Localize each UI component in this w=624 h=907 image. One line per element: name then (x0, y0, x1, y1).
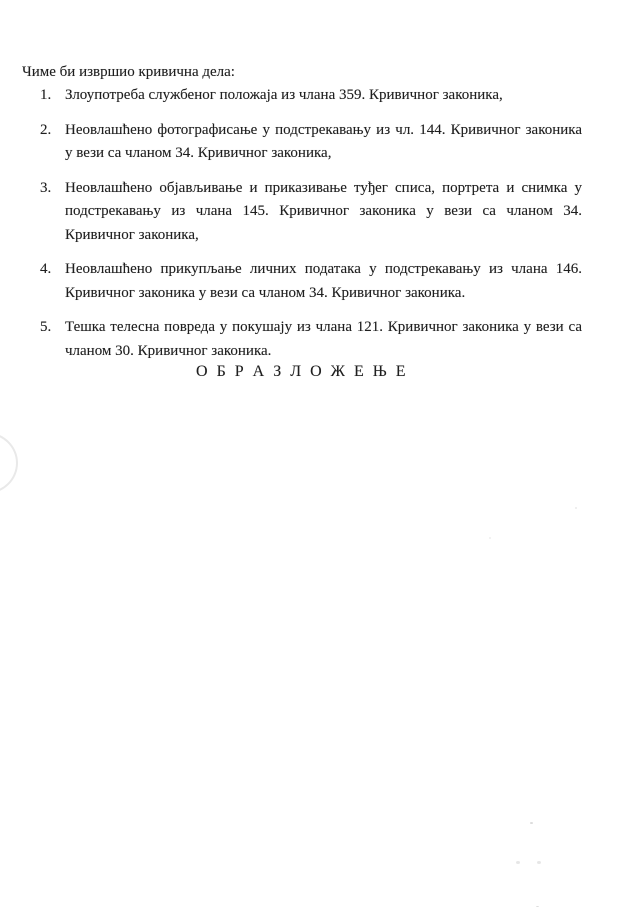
list-item-text: Неовлашћено фотографисање у подстрекавању из чл. 144. Кривичног законика у вези са чланом 34. Кривичног законика, (65, 121, 582, 161)
scan-speckle (530, 822, 533, 824)
offense-list (40, 84, 582, 374)
intro-line: Чиме би извршио кривична дела: (22, 64, 235, 80)
list-item (40, 84, 582, 108)
list-item-number: 2. (40, 121, 52, 138)
scan-speckle (537, 861, 541, 864)
list-item (40, 119, 582, 166)
list-item-text: Тешка телесна повреда у покушају из члана 121. Кривичног законика у вези са чланом 30. Кривичног законика. (65, 319, 582, 359)
list-item-text: Злоупотреба службеног положаја из члана 359. Кривичног законика, (65, 87, 503, 103)
list-item (40, 316, 582, 363)
list-item-text: Неовлашћено прикупљање личних података у подстрекавању из члана 146. Кривичног законика у вези са чланом 34. Кривичног законика. (65, 261, 582, 301)
scan-speckle (575, 507, 577, 509)
section-heading-obrazlozenje: О Б Р А З Л О Ж Е Њ Е (196, 363, 408, 380)
list-item-number: 5. (40, 319, 52, 335)
list-item (40, 258, 582, 305)
list-item-number: 4. (40, 261, 52, 277)
list-item-number: 1. (40, 87, 52, 103)
list-item-text: Неовлашћено објављивање и приказивање туђег списа, портрета и снимка у подстрекавању из члана 145. Кривичног законика у вези са чланом 34. Кривичног законика, (65, 179, 582, 243)
scan-speckle (516, 861, 520, 864)
scan-speckle (489, 537, 491, 539)
list-item (40, 177, 582, 248)
list-item-number: 3. (40, 179, 52, 196)
scan-artifact-arc (0, 432, 18, 494)
